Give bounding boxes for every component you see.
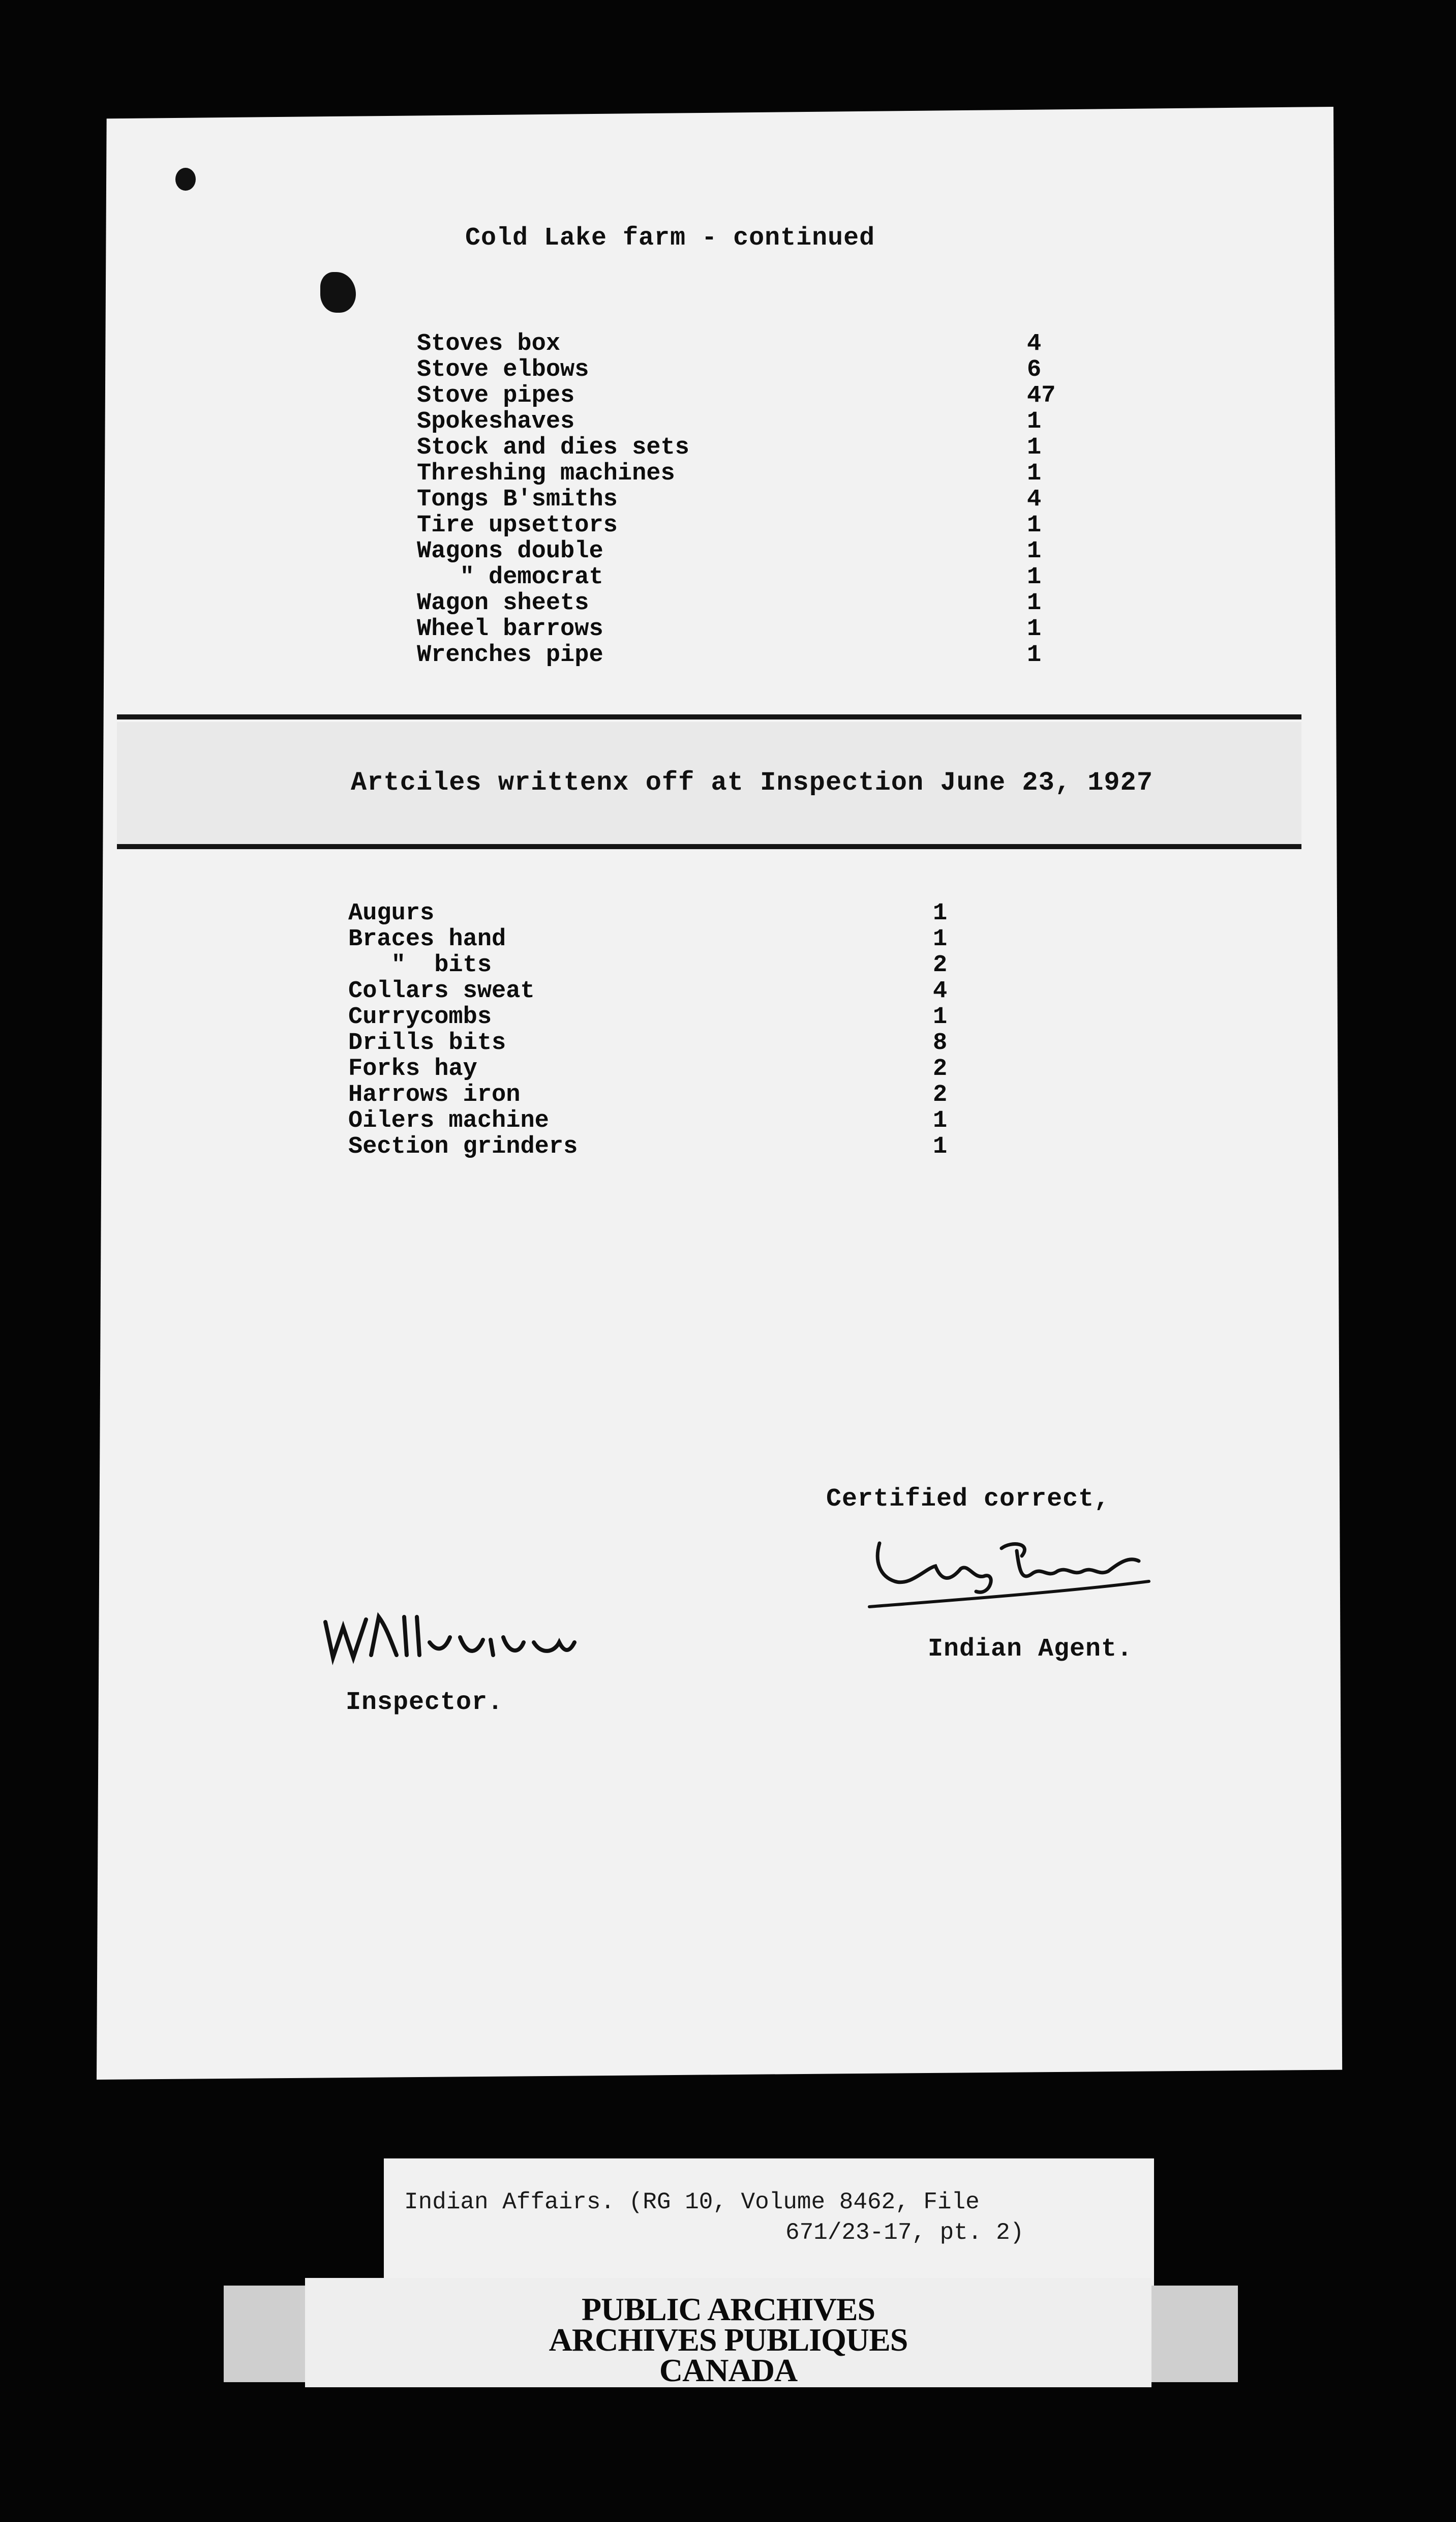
list-item: [417, 408, 1078, 434]
item-name: Augurs: [348, 900, 435, 927]
list-item: [348, 1082, 1009, 1107]
list-item: [417, 460, 1078, 486]
item-quantity: 4: [933, 978, 948, 1005]
stamp-strip-end-left: [224, 2286, 310, 2382]
item-name: Spokeshaves: [417, 408, 575, 435]
item-quantity: 1: [933, 926, 948, 953]
archive-label-line-2: 671/23-17, pt. 2): [785, 2219, 1024, 2246]
section-divider-bottom: [117, 844, 1301, 849]
item-name: Forks hay: [348, 1056, 477, 1083]
agent-title: Indian Agent.: [928, 1635, 1133, 1664]
list-item: [417, 486, 1078, 512]
list-item: [348, 900, 1009, 925]
list-item: [348, 1107, 1009, 1133]
item-name: Stove pipes: [417, 382, 575, 409]
item-quantity: 8: [933, 1030, 948, 1057]
item-name: Collars sweat: [348, 978, 535, 1005]
list-item: [348, 978, 1009, 1003]
item-quantity: 47: [1027, 382, 1056, 409]
item-quantity: 1: [1027, 564, 1042, 591]
list-item: [417, 331, 1078, 356]
item-name: Section grinders: [348, 1133, 578, 1160]
item-quantity: 1: [1027, 512, 1042, 539]
item-name: Wagon sheets: [417, 590, 589, 617]
stamp-strip-end-right: [1151, 2286, 1238, 2382]
item-quantity: 1: [1027, 616, 1042, 643]
list-item: [348, 1004, 1009, 1029]
item-name: Currycombs: [348, 1004, 492, 1031]
item-name: Drills bits: [348, 1030, 506, 1057]
inspector-signature: [315, 1607, 580, 1673]
list-item: [417, 382, 1078, 408]
item-quantity: 1: [1027, 538, 1042, 565]
item-name: Stove elbows: [417, 356, 589, 383]
item-quantity: 1: [1027, 434, 1042, 461]
list-item: [348, 1030, 1009, 1055]
list-item: [417, 434, 1078, 460]
list-item: [348, 952, 1009, 977]
list-item: [417, 512, 1078, 537]
item-name: Braces hand: [348, 926, 506, 953]
item-name: Stoves box: [417, 331, 561, 357]
item-quantity: 1: [933, 900, 948, 927]
item-quantity: 2: [933, 1082, 948, 1108]
certified-text: Certified correct,: [826, 1485, 1110, 1514]
list-item: [348, 1056, 1009, 1081]
list-item: [417, 538, 1078, 563]
written-off-item-list: [348, 900, 1009, 1164]
item-quantity: 1: [933, 1107, 948, 1134]
archive-label-line-1: Indian Affairs. (RG 10, Volume 8462, File: [404, 2189, 980, 2215]
list-item: [348, 1133, 1009, 1159]
item-name: Oilers machine: [348, 1107, 549, 1134]
item-quantity: 1: [1027, 460, 1042, 487]
item-quantity: 1: [1027, 408, 1042, 435]
section-divider-top: [117, 714, 1301, 719]
ink-blot: [175, 168, 196, 191]
item-name: Wrenches pipe: [417, 642, 603, 669]
list-item: [417, 642, 1078, 667]
item-quantity: 6: [1027, 356, 1042, 383]
section-title: Artciles writtenx off at Inspection June 23, 1927: [351, 768, 1154, 798]
item-quantity: 2: [933, 952, 948, 979]
item-quantity: 1: [1027, 590, 1042, 617]
list-item: [417, 616, 1078, 641]
archives-stamp: [305, 2278, 1151, 2387]
item-name: Wagons double: [417, 538, 603, 565]
farm-item-list: [417, 331, 1078, 676]
list-item: [417, 564, 1078, 589]
list-item: [348, 926, 1009, 951]
stamp-line-2: ARCHIVES PUBLIQUES: [549, 2322, 908, 2358]
item-quantity: 4: [1027, 486, 1042, 513]
item-quantity: 1: [933, 1004, 948, 1031]
inspector-title: Inspector.: [346, 1688, 504, 1717]
item-name: Stock and dies sets: [417, 434, 689, 461]
item-name: " democrat: [417, 564, 603, 591]
item-name: Wheel barrows: [417, 616, 603, 643]
list-item: [417, 356, 1078, 382]
item-name: Threshing machines: [417, 460, 675, 487]
item-quantity: 2: [933, 1056, 948, 1083]
item-name: Harrows iron: [348, 1082, 521, 1108]
item-quantity: 4: [1027, 331, 1042, 357]
item-quantity: 1: [1027, 642, 1042, 669]
agent-signature: [864, 1520, 1169, 1617]
page-heading: Cold Lake farm - continued: [465, 224, 875, 253]
item-name: Tire upsettors: [417, 512, 618, 539]
item-quantity: 1: [933, 1133, 948, 1160]
item-name: " bits: [348, 952, 492, 979]
stamp-line-3: CANADA: [659, 2352, 798, 2388]
stamp-line-1: PUBLIC ARCHIVES: [581, 2291, 875, 2327]
list-item: [417, 590, 1078, 615]
item-name: Tongs B'smiths: [417, 486, 618, 513]
